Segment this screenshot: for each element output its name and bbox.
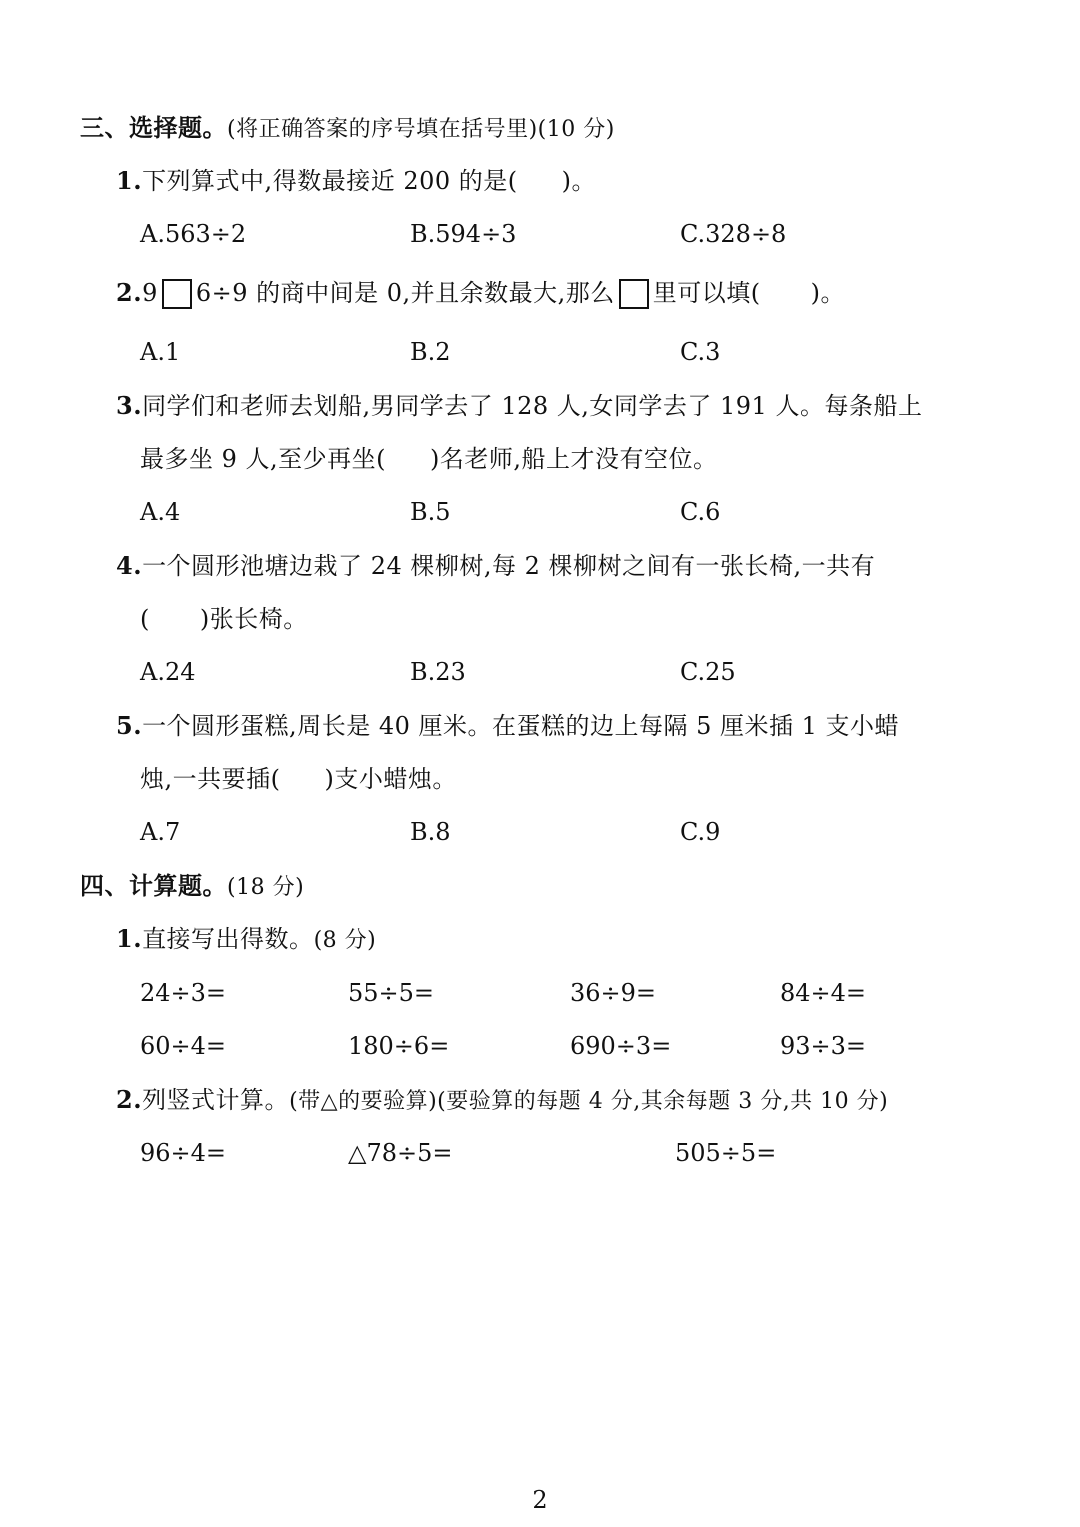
- calc-2-number: 2.: [116, 1085, 143, 1114]
- question-4-text-line-1: 一个圆形池塘边栽了 24 棵柳树,每 2 棵柳树之间有一张长椅,一共有: [142, 552, 876, 580]
- calc-1-heading: [116, 923, 376, 957]
- question-5-number: 5.: [116, 711, 143, 740]
- question-2-text-b: 6÷9 的商中间是 0,并且余数最大,那么: [195, 279, 615, 307]
- question-2-number: 2.: [116, 278, 143, 307]
- question-4-text-line-2b: )张长椅。: [199, 605, 308, 633]
- question-1-option-a: A.563÷2: [140, 220, 247, 248]
- calc-1-item: 690÷3=: [570, 1032, 672, 1060]
- question-5-option-a: A.7: [140, 818, 181, 846]
- question-2-option-a: A.1: [140, 338, 181, 366]
- question-5-text-line-2a: 烛,一共要插(: [140, 765, 281, 793]
- calc-2-item: 505÷5=: [675, 1139, 777, 1167]
- question-5-line-2: [140, 763, 457, 795]
- question-1-text-a: 下列算式中,得数最接近 200 的是(: [142, 167, 518, 195]
- digit-box[interactable]: [162, 279, 192, 309]
- question-4-line-1: [116, 550, 875, 582]
- question-5-text-line-2b: )支小蜡烛。: [324, 765, 457, 793]
- page-number: 2: [532, 1486, 548, 1514]
- question-1-option-c: C.328÷8: [680, 220, 787, 248]
- calc-1-item: 180÷6=: [348, 1032, 450, 1060]
- question-3-line-2: [140, 443, 718, 475]
- question-3-number: 3.: [116, 391, 143, 420]
- question-5-line-1: [116, 710, 899, 742]
- question-3-text-line-2a: 最多坐 9 人,至少再坐(: [140, 445, 387, 473]
- question-3-line-1: [116, 390, 922, 422]
- calc-1-item: 36÷9=: [570, 979, 657, 1007]
- calc-1-note: (8 分): [313, 928, 377, 953]
- question-1: [116, 165, 596, 197]
- calc-1-number: 1.: [116, 924, 143, 953]
- calc-2-note: (带△的要验算)(要验算的每题 4 分,其余每题 3 分,共 10 分): [289, 1089, 889, 1114]
- question-1-text-b: )。: [561, 167, 596, 195]
- question-3-option-b: B.5: [410, 498, 451, 526]
- calc-2-title: 列竖式计算。: [142, 1086, 290, 1114]
- section-4-heading: [80, 870, 304, 904]
- question-2-text-d: )。: [810, 279, 846, 307]
- calc-2-item: △78÷5=: [348, 1139, 453, 1167]
- question-3-option-a: A.4: [140, 498, 181, 526]
- calc-1-item: 93÷3=: [780, 1032, 867, 1060]
- calc-2-item: 96÷4=: [140, 1139, 227, 1167]
- question-4-number: 4.: [116, 551, 143, 580]
- question-5-option-b: B.8: [410, 818, 451, 846]
- section-3-title: 三、选择题。: [80, 113, 227, 142]
- question-2-text-c: 里可以填(: [652, 279, 761, 307]
- section-3-heading: [80, 112, 615, 146]
- question-2-option-b: B.2: [410, 338, 451, 366]
- question-4-option-b: B.23: [410, 658, 466, 686]
- calc-1-item: 55÷5=: [348, 979, 435, 1007]
- section-3-note: (将正确答案的序号填在括号里)(10 分): [227, 117, 615, 142]
- question-4-option-a: A.24: [140, 658, 196, 686]
- calc-1-item: 24÷3=: [140, 979, 227, 1007]
- question-5-option-c: C.9: [680, 818, 721, 846]
- question-1-number: 1.: [116, 166, 143, 195]
- question-2-option-c: C.3: [680, 338, 721, 366]
- digit-box-reference: [619, 279, 649, 309]
- question-4-text-line-2a: (: [140, 605, 150, 633]
- question-1-option-b: B.594÷3: [410, 220, 517, 248]
- calc-2-heading: [116, 1084, 888, 1118]
- question-4-option-c: C.25: [680, 658, 736, 686]
- question-3-text-line-1: 同学们和老师去划船,男同学去了 128 人,女同学去了 191 人。每条船上: [142, 392, 923, 420]
- calc-1-item: 60÷4=: [140, 1032, 227, 1060]
- question-3-option-c: C.6: [680, 498, 721, 526]
- calc-1-title: 直接写出得数。: [142, 925, 314, 953]
- question-4-line-2: [140, 603, 308, 635]
- question-3-text-line-2b: )名老师,船上才没有空位。: [430, 445, 718, 473]
- question-2-text-a: 9: [142, 279, 158, 307]
- section-4-title: 四、计算题。: [80, 871, 227, 900]
- calc-1-item: 84÷4=: [780, 979, 867, 1007]
- question-2: [116, 277, 845, 309]
- section-4-note: (18 分): [227, 875, 305, 900]
- question-5-text-line-1: 一个圆形蛋糕,周长是 40 厘米。在蛋糕的边上每隔 5 厘米插 1 支小蜡: [142, 712, 900, 740]
